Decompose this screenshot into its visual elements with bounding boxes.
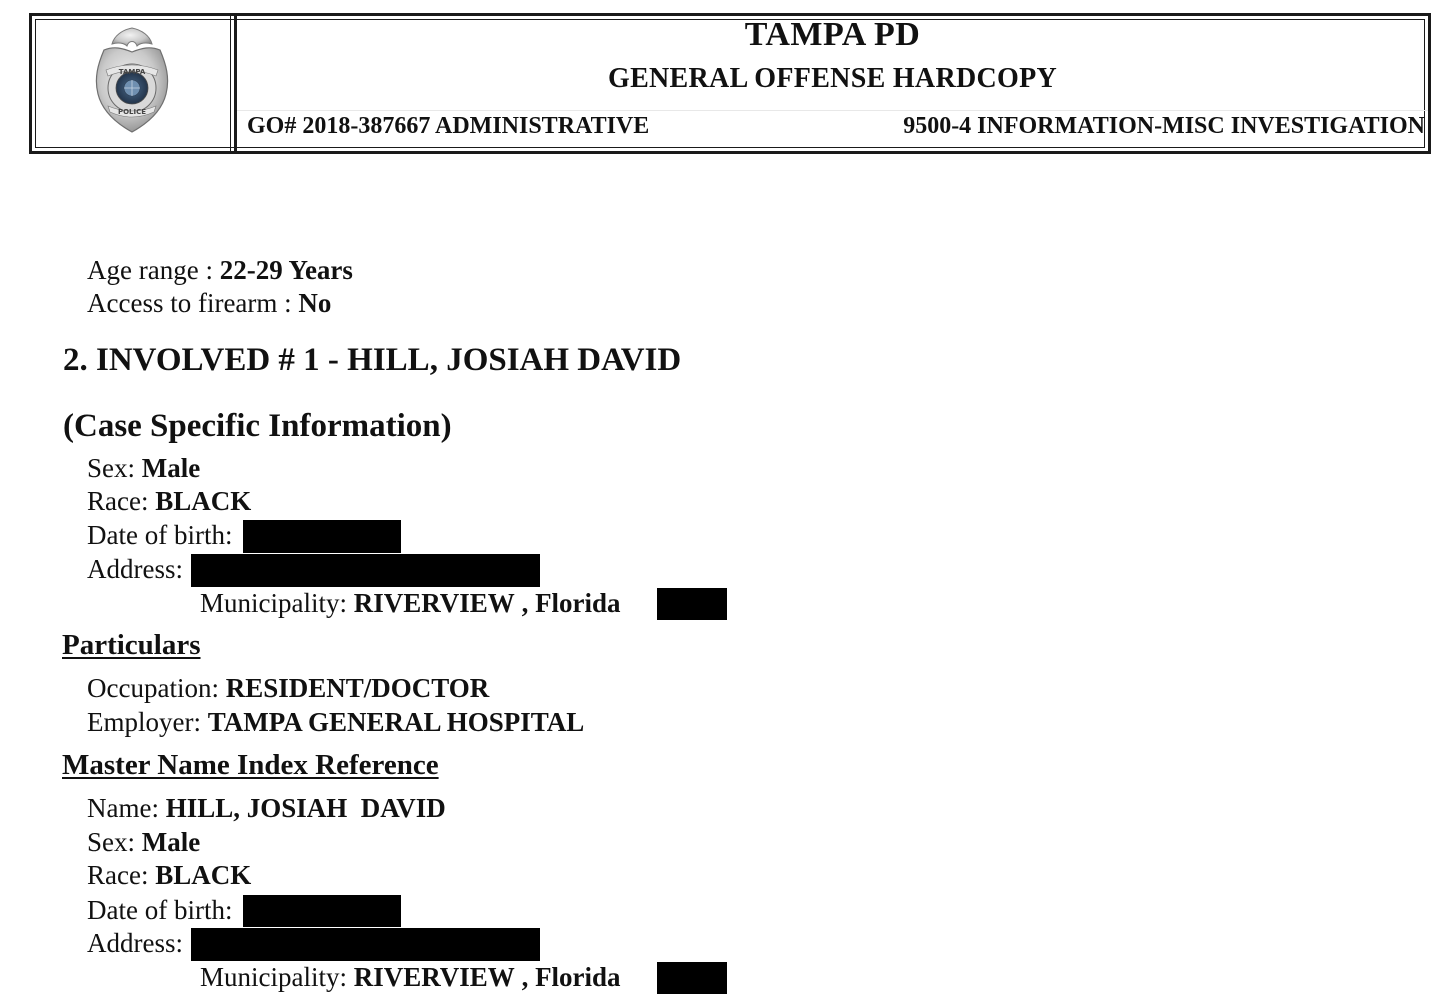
mni-heading: Master Name Index Reference bbox=[62, 749, 439, 781]
cs-sex-value: Male bbox=[141, 453, 201, 483]
report-header bbox=[29, 13, 1431, 154]
cs-address-row bbox=[87, 553, 183, 585]
agency-title: TAMPA PD bbox=[744, 16, 921, 53]
offense-code: 9500-4 INFORMATION-MISC INVESTIGATION bbox=[903, 113, 1425, 139]
mni-sex-label: Sex: bbox=[87, 827, 136, 857]
badge-bottom-text: POLICE bbox=[117, 108, 147, 116]
logo-cell bbox=[32, 16, 237, 151]
mni-address-label: Address: bbox=[87, 928, 183, 958]
mni-dob-row bbox=[87, 894, 232, 926]
employer-label: Employer: bbox=[87, 707, 201, 737]
cs-dob-label: Date of birth: bbox=[87, 520, 233, 550]
mni-municipality-row bbox=[200, 961, 621, 993]
firearm-label: Access to firearm : bbox=[87, 288, 292, 318]
mni-address-row bbox=[87, 927, 183, 959]
cs-race-label: Race: bbox=[87, 486, 149, 516]
mni-municipality-label: Municipality: bbox=[200, 962, 347, 992]
occupation-row bbox=[87, 672, 489, 704]
cs-address-redaction bbox=[191, 554, 540, 587]
cs-dob-redaction bbox=[243, 520, 401, 553]
employer-row bbox=[87, 706, 584, 738]
mni-race-value: BLACK bbox=[155, 860, 252, 890]
mni-name-value: HILL, JOSIAH DAVID bbox=[165, 793, 446, 823]
cs-sex-row bbox=[87, 452, 200, 484]
mni-state-value: , Florida bbox=[521, 962, 621, 992]
mni-dob-label: Date of birth: bbox=[87, 895, 233, 925]
mni-name-row bbox=[87, 792, 446, 824]
involved-heading: 2. INVOLVED # 1 - HILL, JOSIAH DAVID bbox=[63, 342, 682, 378]
cs-race-value: BLACK bbox=[155, 486, 252, 516]
logo-cell-rule bbox=[230, 16, 231, 151]
mni-sex-value: Male bbox=[141, 827, 201, 857]
cs-sex-label: Sex: bbox=[87, 453, 136, 483]
occupation-value: RESIDENT/DOCTOR bbox=[225, 673, 490, 703]
badge-top-text: TAMPA bbox=[118, 68, 146, 76]
cs-municipality-label: Municipality: bbox=[200, 588, 347, 618]
report-type-title: GENERAL OFFENSE HARDCOPY bbox=[607, 63, 1058, 94]
mni-zip-redaction bbox=[657, 962, 727, 994]
cs-state-value: , Florida bbox=[521, 588, 621, 618]
age-range-label: Age range : bbox=[87, 255, 213, 285]
firearm-row bbox=[87, 287, 331, 319]
mni-municipality-value: RIVERVIEW bbox=[353, 962, 515, 992]
mni-address-redaction bbox=[191, 928, 540, 961]
firearm-value: No bbox=[298, 288, 332, 318]
cs-address-label: Address: bbox=[87, 554, 183, 584]
age-range-row bbox=[87, 254, 353, 286]
occupation-label: Occupation: bbox=[87, 673, 219, 703]
cs-municipality-row bbox=[200, 587, 621, 619]
police-badge-icon bbox=[92, 26, 172, 136]
cs-dob-row bbox=[87, 519, 232, 551]
mni-race-label: Race: bbox=[87, 860, 149, 890]
case-specific-heading: (Case Specific Information) bbox=[63, 408, 452, 444]
mni-sex-row bbox=[87, 826, 200, 858]
cs-zip-redaction bbox=[657, 588, 727, 620]
particulars-heading: Particulars bbox=[62, 629, 201, 661]
age-range-value: 22-29 Years bbox=[219, 255, 353, 285]
go-number: GO# 2018-387667 ADMINISTRATIVE bbox=[247, 113, 650, 139]
cs-race-row bbox=[87, 485, 251, 517]
cs-municipality-value: RIVERVIEW bbox=[353, 588, 515, 618]
title-cell bbox=[237, 16, 1428, 151]
employer-value: TAMPA GENERAL HOSPITAL bbox=[207, 707, 585, 737]
mni-name-label: Name: bbox=[87, 793, 159, 823]
mni-race-row bbox=[87, 859, 251, 891]
mni-dob-redaction bbox=[243, 895, 401, 927]
